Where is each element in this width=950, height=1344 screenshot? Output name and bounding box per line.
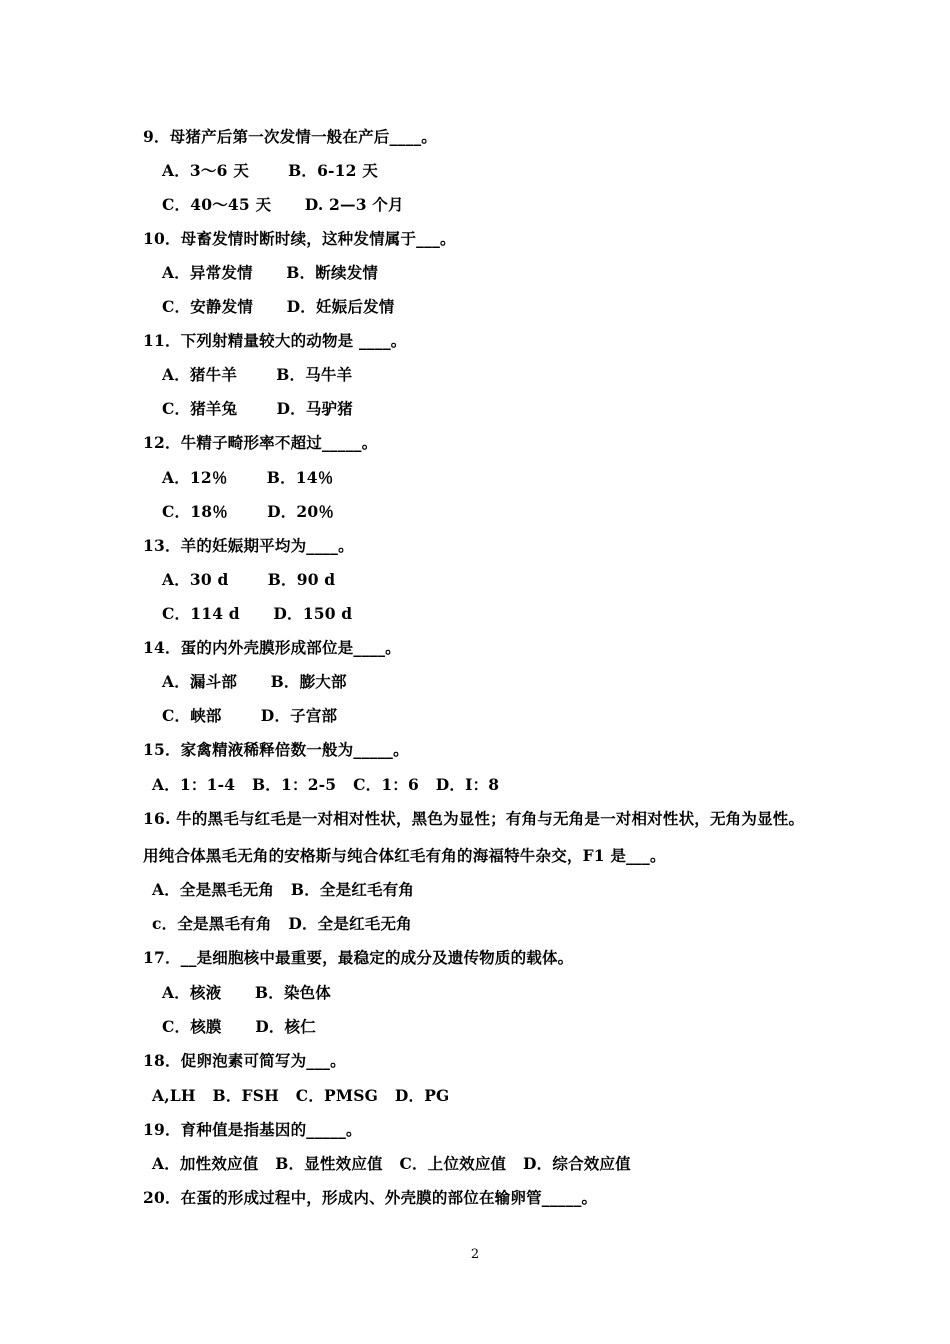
question-12-options-ab: A．12％ B．14％ [162,468,334,487]
question-11-options-ab: A．猪牛羊 B．马牛羊 [162,365,353,384]
question-17-options-ab: A．核液 B．染色体 [162,983,332,1002]
question-9: 9．母猪产后第一次发情一般在产后____。 [143,127,437,146]
question-13-options-cd: C．114 d D．150 d [162,604,353,623]
question-14-options-cd: C．峡部 D．子宫部 [162,706,338,725]
page-number: 2 [470,1247,480,1262]
question-17: 17．__是细胞核中最重要，最稳定的成分及遗传物质的载体。 [143,948,574,967]
question-19-options: A．加性效应值 B．显性效应值 C．上位效应值 D．综合效应值 [152,1154,631,1173]
question-9-options-cd: C．40～45 天 D. 2—3 个月 [162,195,404,214]
question-16: 16. 牛的黑毛与红毛是一对相对性状，黑色为显性；有角与无角是一对相对性状，无角为显性。 [143,809,805,828]
question-16-continued: 用纯合体黑毛无角的安格斯与纯合体红毛有角的海福特牛杂交，F1 是___。 [143,846,666,865]
question-14-options-ab: A．漏斗部 B．膨大部 [162,672,347,691]
question-11: 11．下列射精量较大的动物是 ____。 [143,331,407,350]
question-11-options-cd: C．猪羊兔 D．马驴猪 [162,399,353,418]
question-13: 13．羊的妊娠期平均为____。 [143,536,354,555]
question-13-options-ab: A．30 d B．90 d [162,570,336,589]
question-15-options: A．1：1-4 B．1：2-5 C．1：6 D．I：8 [152,775,500,794]
question-18: 18．促卵泡素可简写为___。 [143,1051,346,1070]
question-9-options-ab: A．3～6 天 B．6-12 天 [162,161,378,180]
question-10: 10．母畜发情时断时续，这种发情属于___。 [143,229,456,248]
question-16-options-cd: c．全是黑毛有角 D．全是红毛无角 [152,914,412,933]
question-12-options-cd: C．18％ D．20％ [162,502,335,521]
question-15: 15．家禽精液稀释倍数一般为_____。 [143,740,409,759]
question-10-options-ab: A．异常发情 B．断续发情 [162,263,379,282]
question-12: 12．牛精子畸形率不超过_____。 [143,433,378,452]
question-19: 19．育种值是指基因的_____。 [143,1120,362,1139]
question-18-options: A,LH B．FSH C．PMSG D．PG [152,1086,450,1105]
question-10-options-cd: C．安静发情 D．妊娠后发情 [162,297,395,316]
question-20: 20．在蛋的形成过程中，形成内、外壳膜的部位在输卵管_____。 [143,1188,598,1207]
question-14: 14．蛋的内外壳膜形成部位是____。 [143,638,401,657]
question-16-options-ab: A．全是黑毛无角 B．全是红毛有角 [152,880,415,899]
question-17-options-cd: C．核膜 D．核仁 [162,1017,316,1036]
